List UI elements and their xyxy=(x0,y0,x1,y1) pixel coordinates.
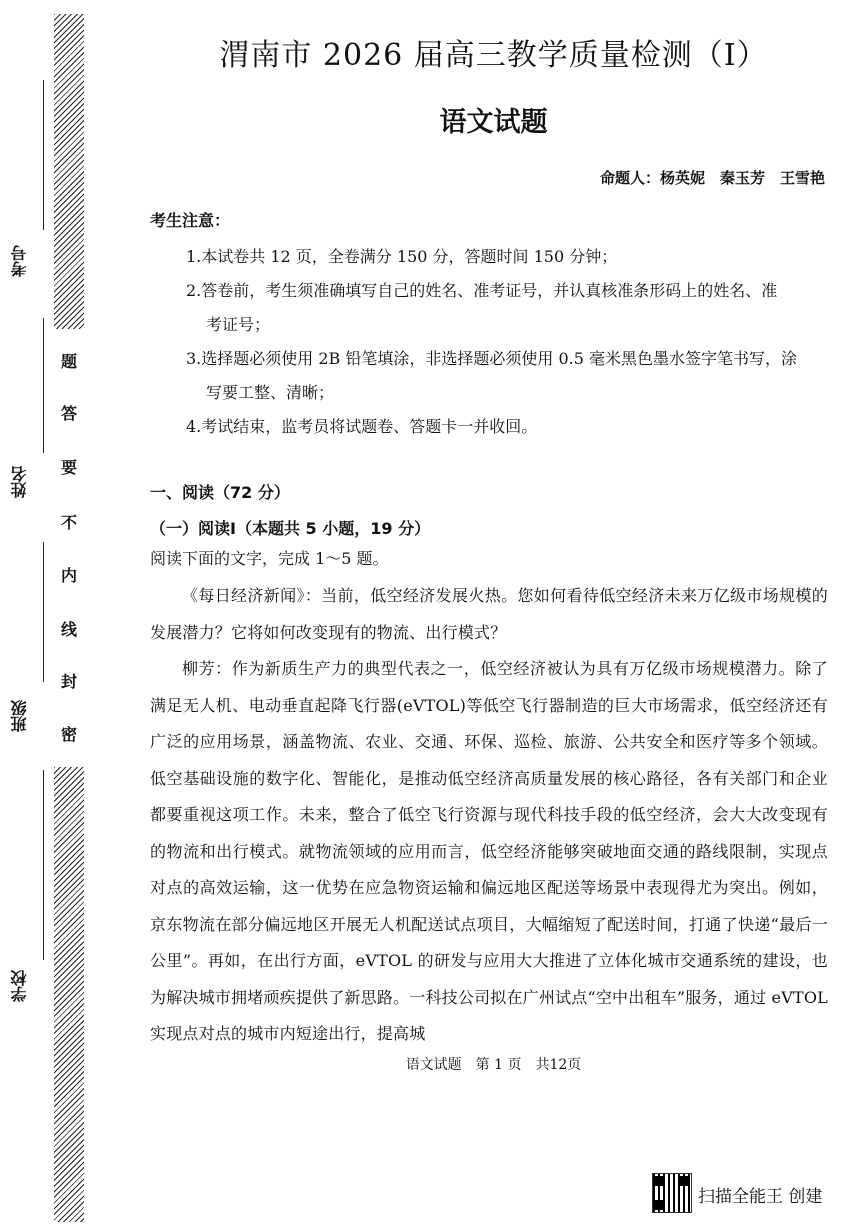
field-label: 考号 xyxy=(10,245,29,277)
instruction-text: 阅读下面的文字，完成 1～5 题。 xyxy=(150,549,389,568)
notice-text: 3.选择题必须使用 2B 铅笔填涂，非选择题必须使用 0.5 毫米黑色墨水签字笔书写，涂 xyxy=(186,349,797,368)
authors-line: 命题人：杨英妮 秦玉芳 王雪艳 xyxy=(599,169,825,187)
subject-title: 语文试题 xyxy=(439,107,548,138)
hatch-band-top xyxy=(54,14,84,329)
notice-continuation: 考证号； xyxy=(206,315,271,334)
hatch-band-bottom xyxy=(54,767,84,1222)
subsection-heading: （一）阅读Ⅰ（本题共 5 小题，19 分） xyxy=(150,519,431,538)
notice-title: 考生注意： xyxy=(150,211,231,230)
fill-line xyxy=(43,542,44,682)
field-label: 班级 xyxy=(10,700,29,732)
notice-text: 1.本试卷共 12 页，全卷满分 150 分，答题时间 150 分钟； xyxy=(186,247,618,266)
notice-continuation: 写要工整、清晰； xyxy=(206,383,335,402)
notice-item xyxy=(186,342,826,410)
seal-char: 要 xyxy=(60,458,77,477)
notice-item xyxy=(186,410,826,444)
page-footer: 语文试题 第 1 页 共12页 xyxy=(405,1057,582,1073)
exam-number-field[interactable] xyxy=(8,80,48,300)
exam-title: 渭南市 2026 届高三教学质量检测（Ⅰ） xyxy=(219,38,768,73)
fill-line xyxy=(43,770,44,960)
section-heading: 一、阅读（72 分） xyxy=(150,483,290,502)
notice-list xyxy=(186,240,826,444)
notice-item xyxy=(186,240,826,274)
qr-code-icon xyxy=(652,1173,692,1213)
seal-char: 线 xyxy=(60,620,77,639)
passage-paragraph-1: 《每日经济新闻》：当前，低空经济发展火热。您如何看待低空经济未来万亿级市场规模的发展潜力？它将如何改变现有的物流、出行模式？ xyxy=(150,586,828,642)
seal-char: 封 xyxy=(60,672,77,691)
seal-line-text xyxy=(54,329,84,767)
field-label: 学校 xyxy=(10,970,29,1002)
seal-char: 内 xyxy=(60,566,77,585)
notice-text: 4.考试结束，监考员将试题卷、答题卡一并收回。 xyxy=(186,417,538,436)
seal-char: 不 xyxy=(60,513,77,532)
class-field[interactable] xyxy=(8,542,48,742)
binding-margin xyxy=(0,0,100,1227)
field-label: 姓名 xyxy=(10,466,29,498)
fill-line xyxy=(43,318,44,453)
notice-text: 2.答卷前，考生须准确填写自己的姓名、准考证号，并认真核准条形码上的姓名、准 xyxy=(186,281,778,300)
fill-line xyxy=(43,80,44,230)
seal-char: 题 xyxy=(60,352,77,371)
passage-paragraph-2: 柳芳：作为新质生产力的典型代表之一，低空经济被认为具有万亿级市场规模潜力。除了满足无人机、电动垂直起降飞行器(eVTOL)等低空飞行器制造的巨大市场需求，低空经济还有广泛的应用场景，涵盖物流、农业、交通、环保、巡检、旅游、公共安全和医疗等多个领域。低空基础设施的数字化、智能化，是推动低空经济高质量发展的核心路径，各有关部门和企业都要重视这项工作。未来，整合了低空飞行资源与现代科技手段的低空经济，会大大改变现有的物流和出行模式。就物流领域的应用而言，低空经济能够突破地面交通的路线限制，实现点对点的高效运输，这一优势在应急物资运输和偏远地区配送等场景中表现得尤为突出。例如，京东物流在部分偏远地区开展无人机配送试点项目，大幅缩短了配送时间，打通了快递“最后一公里”。再如，在出行方面，eVTOL 的研发与应用大大推进了立体化城市交通系统的建设，也为解决城市拥堵顽疾提供了新思路。一科技公司拟在广州试点“空中出租车”服务，通过 eVTOL 实现点对点的城市内短途出行，提高城 xyxy=(150,659,828,1043)
scanner-watermark: 扫描全能王 创建 xyxy=(698,1187,823,1207)
seal-char: 答 xyxy=(60,404,77,423)
seal-char: 密 xyxy=(60,725,77,744)
school-field[interactable] xyxy=(8,770,48,1010)
name-field[interactable] xyxy=(8,318,48,518)
notice-item xyxy=(186,274,826,342)
